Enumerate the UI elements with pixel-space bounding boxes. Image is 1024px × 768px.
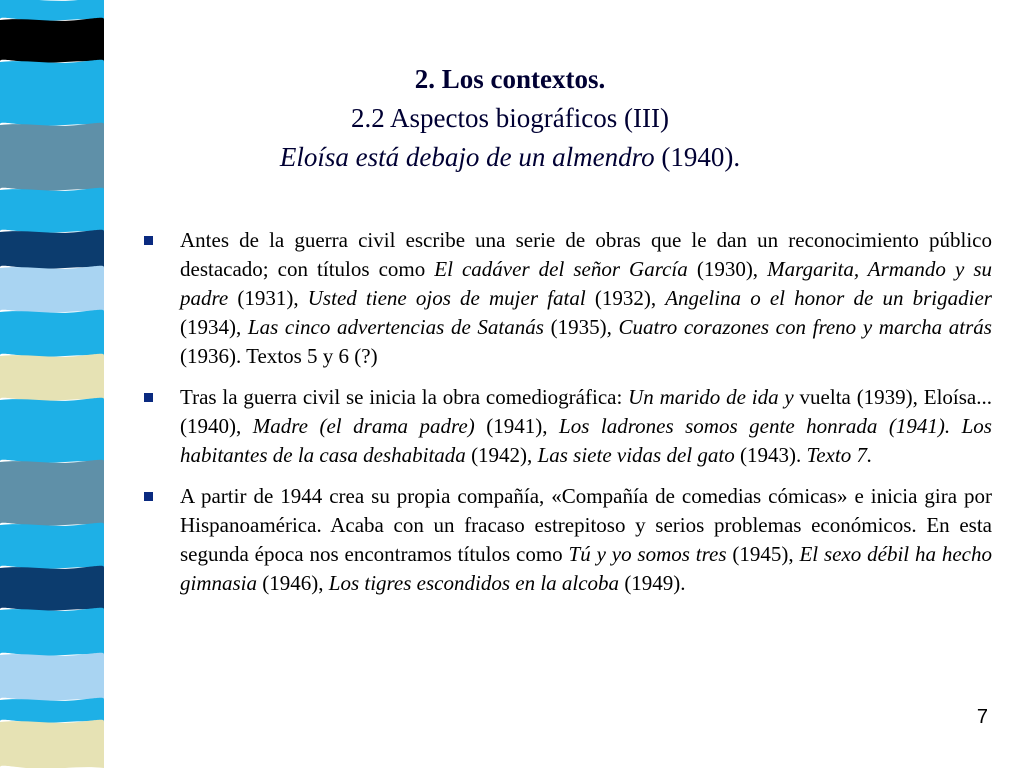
stripe-band xyxy=(0,720,104,768)
bullet-text-segment: Madre (el drama padre) xyxy=(252,414,475,438)
slide-title xyxy=(170,60,850,177)
square-bullet-icon xyxy=(144,236,153,245)
stripe-band xyxy=(0,460,104,526)
bullet-text-segment: Tras la guerra civil se inicia la obra comediográfica: xyxy=(180,385,629,409)
bullet-text-segment: (1936). Textos 5 y 6 (?) xyxy=(180,344,378,368)
bullet-text-segment: Margarita, Armando y su padre xyxy=(180,257,992,310)
stripe-band xyxy=(0,266,104,313)
stripe-band xyxy=(0,523,104,569)
stripe-band xyxy=(0,653,104,701)
stripe-band xyxy=(0,698,104,723)
bullet-text-segment: Los tigres escondidos en la alcoba xyxy=(328,571,620,595)
bullet-text-segment: Cuatro corazones con freno y marcha atrás xyxy=(618,315,992,339)
bullet-text-segment: El cadáver del señor García xyxy=(434,257,688,281)
title-line-main: 2. Los contextos. xyxy=(414,64,606,94)
square-bullet-icon xyxy=(144,393,153,402)
bullet-text-segment: A partir de 1944 crea su propia compañía, «Compañía de comedias cómicas» e inicia gira por Hispanoamérica. Acaba con un fracaso estrepitoso y serios problemas económicos. En esta segunda época nos encontramos títulos como xyxy=(180,484,992,566)
bullet-text xyxy=(180,482,992,598)
bullet-text-segment: (1934), xyxy=(180,315,248,339)
stripe-band xyxy=(0,0,104,21)
stripe-band xyxy=(0,566,104,611)
title-segment: (1940). xyxy=(654,142,741,172)
bullet-text-segment: Las cinco advertencias de Satanás xyxy=(247,315,544,339)
bullet-item xyxy=(140,482,992,598)
stripe-band xyxy=(0,18,104,63)
bullet-text-segment: Tú y yo somos tres xyxy=(568,542,727,566)
stripe-band xyxy=(0,608,104,656)
bullet-text-segment: (1943). xyxy=(734,443,807,467)
bullet-text-segment: Los ladrones somos gente honrada (1941). Los habitantes de la casa deshabitada xyxy=(180,414,992,467)
bullet-text-segment: Un marido de ida y xyxy=(628,385,794,409)
bullet-text-segment: (1935), xyxy=(543,315,619,339)
title-line-section: 2.2 Aspectos biográficos (III) xyxy=(351,103,669,133)
bullet-item xyxy=(140,383,992,470)
bullet-text-segment: Las siete vidas del gato xyxy=(537,443,735,467)
bullet-text-segment: (1942), xyxy=(465,443,538,467)
bullet-text-segment: (1932), xyxy=(585,286,666,310)
stripe-band xyxy=(0,310,104,357)
bullet-text-segment: (1949). xyxy=(619,571,686,595)
bullet-list xyxy=(140,226,992,610)
bullet-text-segment: El sexo débil ha hecho gimnasia xyxy=(180,542,992,595)
bullet-text-segment: (1941), xyxy=(474,414,560,438)
bullet-text-segment: vuelta (1939), Eloísa...(1940), xyxy=(180,385,992,438)
stripe-band xyxy=(0,354,104,401)
bullet-text-segment: (1946), xyxy=(257,571,329,595)
bullet-text-segment: Texto 7. xyxy=(806,443,873,467)
square-bullet-icon xyxy=(144,492,153,501)
bullet-text-segment: (1931), xyxy=(228,286,308,310)
bullet-item xyxy=(140,226,992,371)
title-line-work xyxy=(170,138,850,177)
bullet-text-segment: (1945), xyxy=(726,542,800,566)
bullet-text-segment: Antes de la guerra civil escribe una serie de obras que le dan un reconocimiento público destacado; con títulos como xyxy=(180,228,992,281)
stripe-band xyxy=(0,230,104,269)
page-number: 7 xyxy=(976,706,988,728)
decorative-side-stripe xyxy=(0,0,104,768)
bullet-text-segment: Angelina o el honor de un brigadier xyxy=(665,286,992,310)
bullet-text-segment: Usted tiene ojos de mujer fatal xyxy=(307,286,586,310)
stripe-band xyxy=(0,60,104,126)
bullet-text-segment: (1930), xyxy=(687,257,768,281)
stripe-band xyxy=(0,123,104,191)
title-segment: Eloísa está debajo de un almendro xyxy=(279,142,655,172)
bullet-text xyxy=(180,226,992,371)
bullet-text xyxy=(180,383,992,470)
stripe-band xyxy=(0,398,104,463)
stripe-band xyxy=(0,188,104,233)
